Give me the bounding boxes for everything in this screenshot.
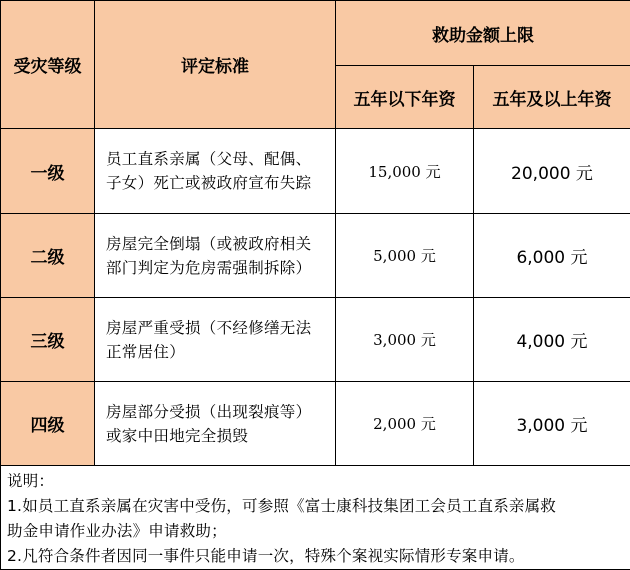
- amount-over-5-cell: [474, 298, 630, 382]
- table-row: [1, 129, 630, 214]
- criteria-cell: [95, 129, 336, 214]
- table-row: [1, 298, 630, 382]
- table-row: [1, 382, 630, 466]
- criteria-cell: [95, 214, 336, 298]
- criteria-line: 房屋部分受损（出现裂痕等）: [106, 400, 325, 424]
- criteria-line: 员工直系亲属（父母、配偶、: [106, 147, 325, 171]
- level-label: 一级: [31, 164, 65, 184]
- amount-under-5: 15,000 元: [368, 163, 440, 181]
- notes-line: 2.凡符合条件者因同一事件只能申请一次，特殊个案视实际情形专案申请。: [7, 544, 624, 569]
- amount-under-5: 2,000 元: [373, 415, 436, 433]
- header-criteria: [95, 1, 336, 129]
- level-cell: [1, 382, 95, 466]
- criteria-line: 或家中田地完全损毁: [106, 424, 325, 448]
- notes-line: 助金申请作业办法》申请救助；: [7, 519, 624, 544]
- level-cell: [1, 298, 95, 382]
- criteria-line: 正常居住）: [106, 340, 325, 364]
- header-amount-cap-label: 救助金额上限: [432, 26, 534, 46]
- header-level: [1, 1, 95, 129]
- amount-over-5-cell: [474, 214, 630, 298]
- amount-over-5: 3,000 元: [516, 416, 587, 436]
- amount-over-5-cell: [474, 382, 630, 466]
- amount-under-5: 3,000 元: [373, 331, 436, 349]
- criteria-line: 子女）死亡或被政府宣布失踪: [106, 171, 325, 195]
- level-label: 四级: [31, 416, 65, 436]
- amount-under-5: 5,000 元: [373, 247, 436, 265]
- amount-under-5-cell: [336, 382, 474, 466]
- level-cell: [1, 129, 95, 214]
- header-over-5-years: [474, 66, 630, 129]
- notes-cell: [1, 466, 630, 570]
- amount-under-5-cell: [336, 129, 474, 214]
- criteria-cell: [95, 298, 336, 382]
- header-criteria-label: 评定标准: [181, 57, 249, 77]
- level-label: 三级: [31, 332, 65, 352]
- header-over-5-label: 五年及以上年资: [493, 90, 612, 110]
- amount-over-5: 4,000 元: [516, 332, 587, 352]
- level-label: 二级: [31, 248, 65, 268]
- criteria-cell: [95, 382, 336, 466]
- table-row: [1, 214, 630, 298]
- notes-line: 1.如员工直系亲属在灾害中受伤，可参照《富士康科技集团工会员工直系亲属救: [7, 494, 624, 519]
- amount-over-5-cell: [474, 129, 630, 214]
- notes-title: 说明：: [7, 469, 624, 494]
- amount-over-5: 20,000 元: [511, 164, 593, 184]
- criteria-line: 部门判定为危房需强制拆除）: [106, 256, 325, 280]
- header-level-label: 受灾等级: [14, 57, 82, 77]
- criteria-line: 房屋完全倒塌（或被政府相关: [106, 232, 325, 256]
- amount-under-5-cell: [336, 298, 474, 382]
- amount-over-5: 6,000 元: [516, 248, 587, 268]
- header-under-5-label: 五年以下年资: [354, 90, 456, 110]
- amount-under-5-cell: [336, 214, 474, 298]
- criteria-line: 房屋严重受损（不经修缮无法: [106, 316, 325, 340]
- header-under-5-years: [336, 66, 474, 129]
- level-cell: [1, 214, 95, 298]
- header-amount-cap: [336, 1, 630, 66]
